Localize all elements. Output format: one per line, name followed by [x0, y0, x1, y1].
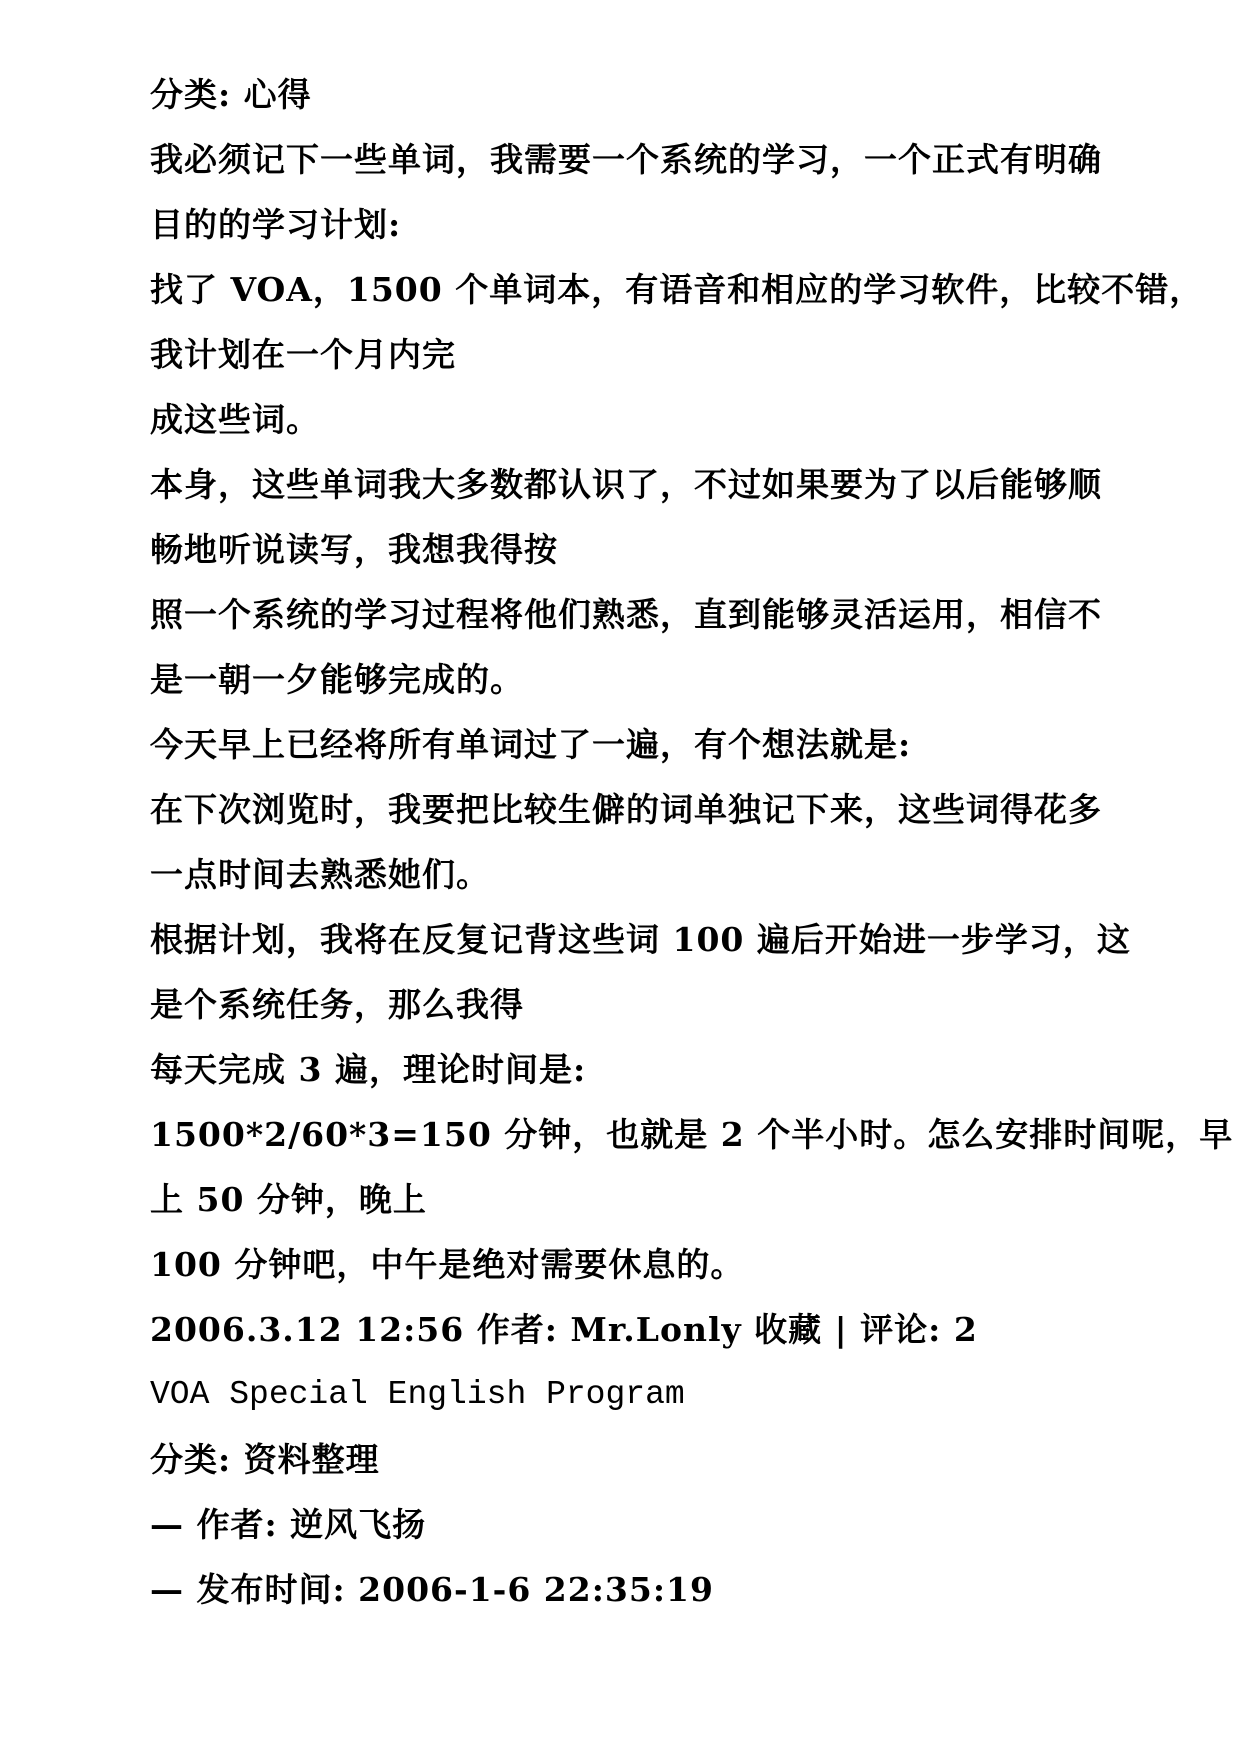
text-line: 成这些词。 — [150, 400, 320, 439]
document-page — [150, 62, 1234, 1622]
text-line: 每天完成 3 遍，理论时间是: — [150, 1050, 587, 1089]
post-title: VOA Special English Program — [150, 1376, 685, 1413]
category-line: 分类: 资料整理 — [150, 1440, 380, 1479]
post-meta-line: 2006.3.12 12:56 作者: Mr.Lonly 收藏 | 评论: 2 — [150, 1310, 978, 1349]
publish-time-line: — 发布时间: 2006-1-6 22:35:19 — [150, 1570, 714, 1609]
text-line: 一点时间去熟悉她们。 — [150, 855, 490, 894]
text-line: 是个系统任务，那么我得 — [150, 985, 524, 1024]
text-line: 我必须记下一些单词，我需要一个系统的学习，一个正式有明确 — [150, 140, 1102, 179]
text-line: 找了 VOA，1500 个单词本，有语音和相应的学习软件，比较不错， — [150, 270, 1204, 309]
text-line: 目的的学习计划: — [150, 205, 402, 244]
text-line: 畅地听说读写，我想我得按 — [150, 530, 558, 569]
text-line: 上 50 分钟，晚上 — [150, 1180, 427, 1219]
text-line: 1500*2/60*3=150 分钟，也就是 2 个半小时。怎么安排时间呢，早 — [150, 1115, 1234, 1154]
text-line: 是一朝一夕能够完成的。 — [150, 660, 524, 699]
text-line: 照一个系统的学习过程将他们熟悉，直到能够灵活运用，相信不 — [150, 595, 1102, 634]
text-line: 今天早上已经将所有单词过了一遍，有个想法就是: — [150, 725, 912, 764]
text-line: 在下次浏览时，我要把比较生僻的词单独记下来，这些词得花多 — [150, 790, 1102, 829]
author-line: — 作者: 逆风飞扬 — [150, 1505, 427, 1544]
text-line: 本身，这些单词我大多数都认识了，不过如果要为了以后能够顺 — [150, 465, 1102, 504]
text-line: 根据计划，我将在反复记背这些词 100 遍后开始进一步学习，这 — [150, 920, 1131, 959]
text-line: 100 分钟吧，中午是绝对需要休息的。 — [150, 1245, 745, 1284]
text-line: 我计划在一个月内完 — [150, 335, 456, 374]
category-line: 分类: 心得 — [150, 75, 312, 114]
